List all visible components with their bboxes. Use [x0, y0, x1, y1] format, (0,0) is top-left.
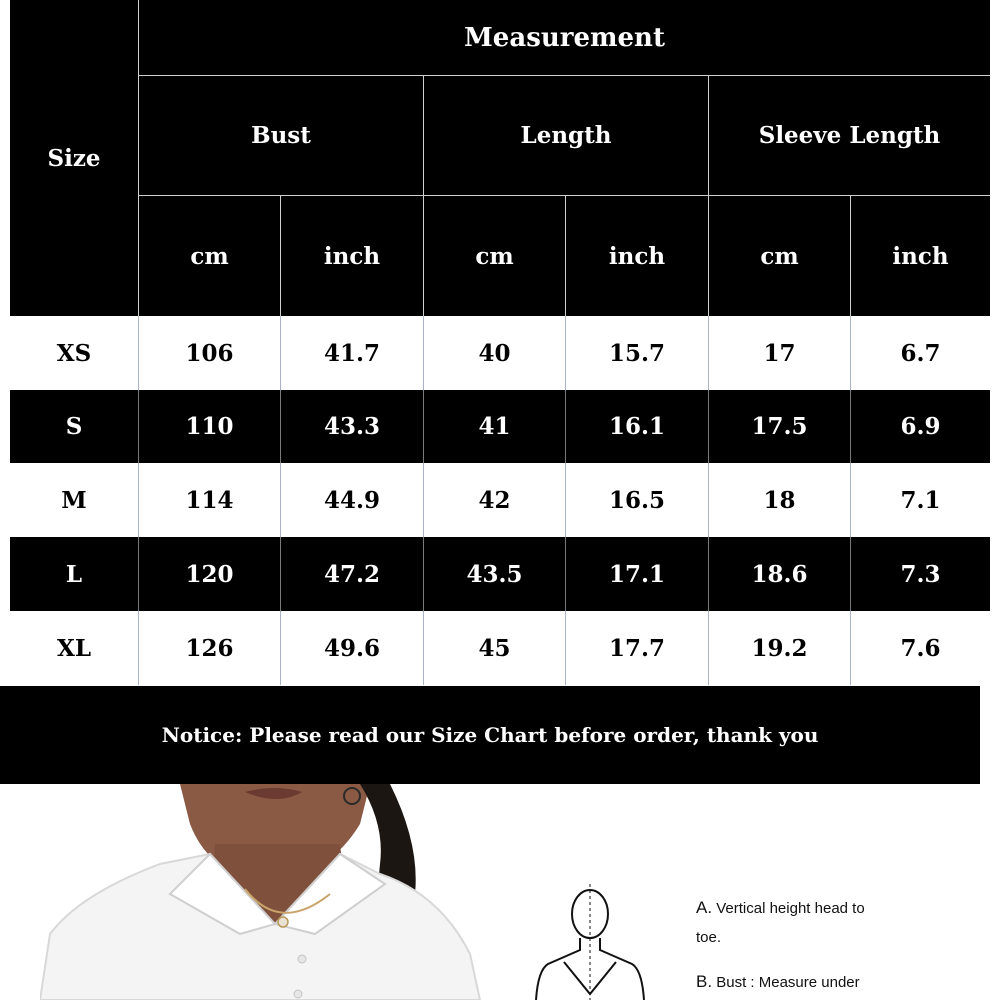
size-cell: M	[10, 463, 138, 537]
instruction-a-label: A.	[696, 898, 713, 917]
table-cell: 41.7	[280, 316, 423, 390]
table-cell: 7.6	[850, 611, 990, 685]
notice-bar	[0, 686, 980, 784]
table-cell: 44.9	[280, 463, 423, 537]
table-cell: 40	[423, 316, 565, 390]
table-cell: 49.6	[280, 611, 423, 685]
table-cell: 18	[708, 463, 850, 537]
table-cell: 17	[708, 316, 850, 390]
necklace-pendant	[278, 917, 288, 927]
size-column-header: Size	[10, 0, 138, 316]
instruction-a	[696, 898, 865, 918]
table-cell: 110	[138, 390, 280, 463]
shirt-button	[298, 955, 306, 963]
size-cell: L	[10, 537, 138, 611]
instruction-b	[696, 972, 860, 992]
instruction-a-text-cont: toe.	[696, 929, 722, 946]
group-header-length: Length	[423, 76, 708, 196]
table-cell: 7.3	[850, 537, 990, 611]
table-cell: 17.1	[565, 537, 708, 611]
unit-header-inch: inch	[850, 196, 990, 316]
table-cell: 114	[138, 463, 280, 537]
size-cell: XL	[10, 611, 138, 685]
table-cell: 16.5	[565, 463, 708, 537]
table-cell: 41	[423, 390, 565, 463]
table-cell: 16.1	[565, 390, 708, 463]
table-cell: 6.7	[850, 316, 990, 390]
table-cell: 19.2	[708, 611, 850, 685]
size-chart	[10, 0, 990, 784]
table-cell: 7.1	[850, 463, 990, 537]
table-cell: 126	[138, 611, 280, 685]
unit-header-cm: cm	[708, 196, 850, 316]
table-cell: 15.7	[565, 316, 708, 390]
unit-header-inch: inch	[280, 196, 423, 316]
body-measurement-figure-icon	[530, 884, 650, 1000]
instruction-a-continued	[696, 929, 721, 946]
notice-text: Notice: Please read our Size Chart before order, thank you	[161, 723, 819, 747]
table-cell: 6.9	[850, 390, 990, 463]
instruction-b-text: Bust : Measure under	[716, 974, 860, 991]
table-cell: 106	[138, 316, 280, 390]
measurement-title: Measurement	[138, 0, 990, 76]
table-cell: 43.5	[423, 537, 565, 611]
table-cell: 45	[423, 611, 565, 685]
group-header-sleeve-length: Sleeve Length	[708, 76, 990, 196]
size-cell: XS	[10, 316, 138, 390]
shirt-button	[294, 990, 302, 998]
table-cell: 120	[138, 537, 280, 611]
table-cell: 17.7	[565, 611, 708, 685]
unit-header-inch: inch	[565, 196, 708, 316]
unit-header-cm: cm	[138, 196, 280, 316]
group-header-bust: Bust	[138, 76, 423, 196]
model-photo	[40, 784, 500, 1000]
instruction-b-label: B.	[696, 972, 713, 991]
table-cell: 47.2	[280, 537, 423, 611]
table-cell: 42	[423, 463, 565, 537]
product-illustration-area	[0, 784, 1000, 1000]
instruction-a-text: Vertical height head to	[716, 900, 865, 917]
unit-header-cm: cm	[423, 196, 565, 316]
table-cell: 43.3	[280, 390, 423, 463]
table-cell: 17.5	[708, 390, 850, 463]
size-cell: S	[10, 390, 138, 463]
table-cell: 18.6	[708, 537, 850, 611]
